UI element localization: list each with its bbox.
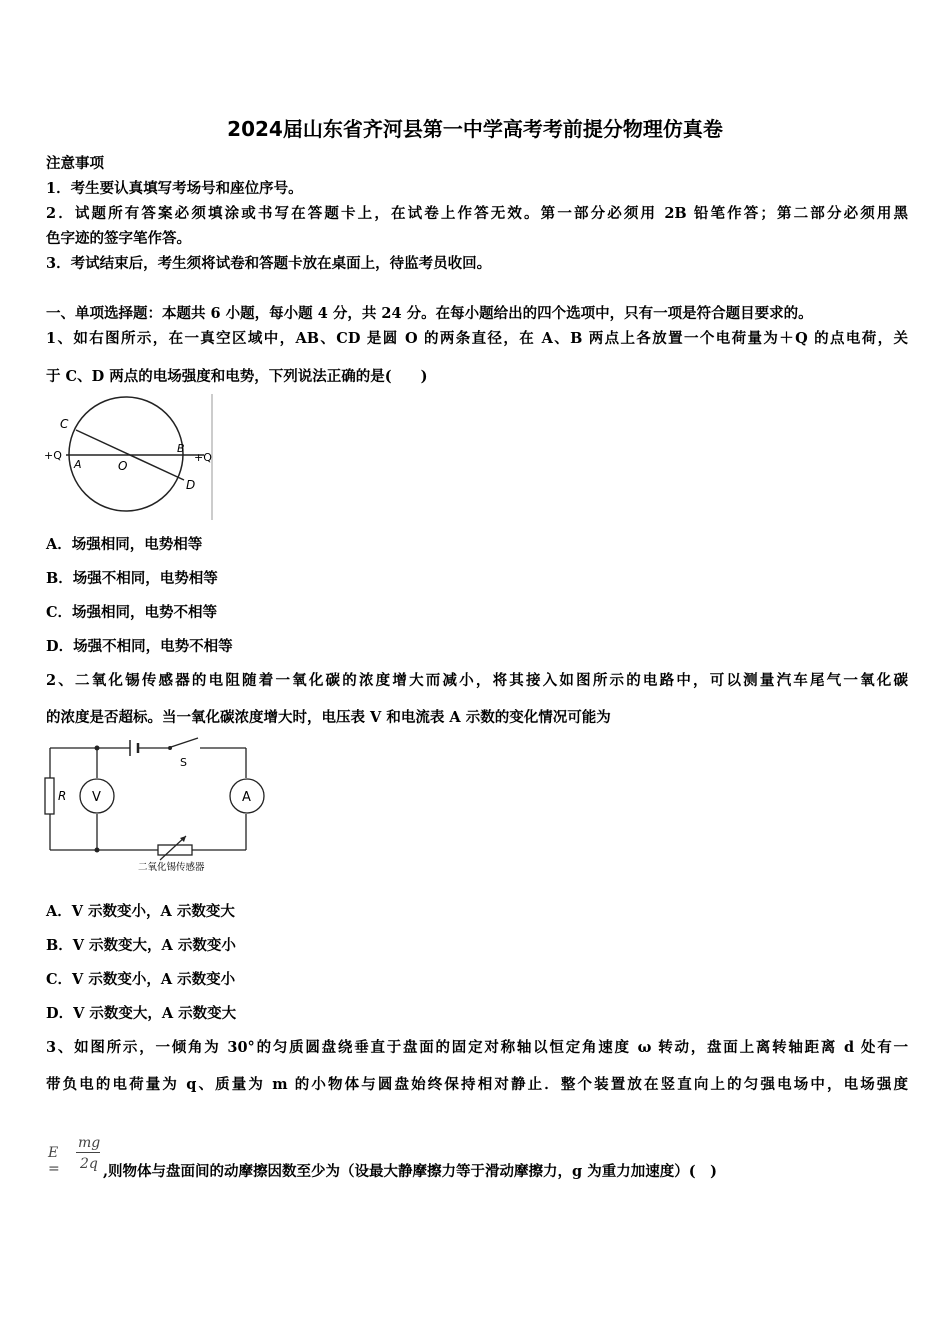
q1-option-b[interactable]: B．场强不相同，电势相等 <box>46 570 218 587</box>
notice-heading: 注意事项 <box>46 155 104 172</box>
label-o: O <box>118 459 128 473</box>
resistor-r <box>45 778 54 814</box>
q3-stem-line1: 3、如图所示，一倾角为 30°的匀质圆盘绕垂直于盘面的固定对称轴以恒定角速度 ω 转动，盘面上离转轴距离 d 处有一 <box>46 1039 908 1056</box>
label-a: A <box>242 790 251 805</box>
notice-item-2-line1: 2．试题所有答案必须填涂或书写在答题卡上，在试卷上作答无效。第一部分必须用 2B 铅笔作答；第二部分必须用黑 <box>46 205 908 222</box>
q2-stem-line2: 的浓度是否超标。当一氧化碳浓度增大时，电压表 V 和电流表 A 示数的变化情况可能为 <box>46 709 611 726</box>
switch-s[interactable] <box>171 738 198 747</box>
label-d: D <box>186 478 196 492</box>
formula-lhs: E = <box>48 1145 60 1177</box>
q2-option-b[interactable]: B．V 示数变大，A 示数变小 <box>46 937 236 954</box>
label-v: V <box>92 790 101 805</box>
q2-stem-line1: 2、二氧化锡传感器的电阻随着一氧化碳的浓度增大而减小，将其接入如图所示的电路中，可以测量汽车尾气一氧化碳 <box>46 672 908 689</box>
q2-option-a[interactable]: A．V 示数变小，A 示数变大 <box>46 903 235 920</box>
formula-numerator: mg <box>78 1135 101 1151</box>
q1-stem-line2: 于 C、D 两点的电场强度和电势，下列说法正确的是( ) <box>46 368 428 385</box>
q2-option-d[interactable]: D．V 示数变大，A 示数变大 <box>46 1005 237 1022</box>
q1-stem-line1: 1、如右图所示，在一真空区域中，AB、CD 是圆 O 的两条直径，在 A、B 两点上各放置一个电荷量为＋Q 的点电荷，关 <box>46 330 908 347</box>
q2-option-c[interactable]: C．V 示数变小，A 示数变小 <box>46 971 236 988</box>
notice-item-3: 3．考试结束后，考生须将试卷和答题卡放在桌面上，待监考员收回。 <box>46 255 492 272</box>
notice-item-1: 1．考生要认真填写考场号和座位序号。 <box>46 180 303 197</box>
label-a: A <box>74 458 82 471</box>
label-s: S <box>180 756 187 769</box>
page-title: 2024届山东省齐河县第一中学高考考前提分物理仿真卷 <box>227 117 723 141</box>
sensor-label: 二氧化锡传感器 <box>138 862 205 873</box>
label-b: B <box>177 442 185 455</box>
q3-stem-line3: ,则物体与盘面间的动摩擦因数至少为（设最大静摩擦力等于滑动摩擦力，g 为重力加速度）( ) <box>103 1163 717 1180</box>
q2-circuit-figure <box>40 734 270 876</box>
formula-denominator: 2q <box>80 1156 98 1172</box>
q1-option-d[interactable]: D．场强不相同，电势不相等 <box>46 638 233 655</box>
circle-o <box>69 397 183 511</box>
q1-option-c[interactable]: C．场强相同，电势不相等 <box>46 604 218 621</box>
label-charge-right: +Q <box>194 451 212 464</box>
label-r: R <box>58 789 67 803</box>
q1-circle-figure <box>44 392 219 522</box>
label-charge-left: +Q <box>44 449 62 462</box>
notice-item-2-line2: 色字迹的签字笔作答。 <box>46 230 191 247</box>
q3-stem-line2: 带负电的电荷量为 q、质量为 m 的小物体与圆盘始终保持相对静止．整个装置放在竖直向上的匀强电场中，电场强度 <box>46 1076 908 1093</box>
q1-option-a[interactable]: A．场强相同，电势相等 <box>46 536 203 553</box>
section-heading: 一、单项选择题：本题共 6 小题，每小题 4 分，共 24 分。在每小题给出的四个选项中，只有一项是符合题目要求的。 <box>46 305 813 322</box>
label-c: C <box>60 417 69 431</box>
